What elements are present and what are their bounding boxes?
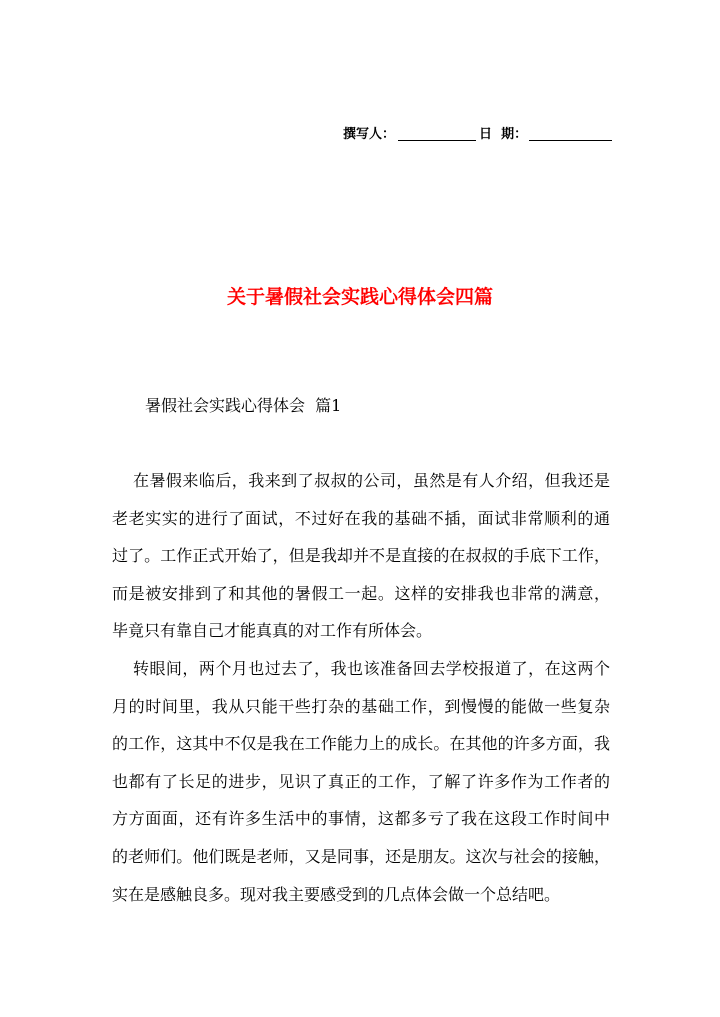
paragraph-line: 也都有了长足的进步，见识了真正的工作，了解了许多作为工作者的 bbox=[112, 771, 610, 791]
document-title: 关于暑假社会实践心得体会四篇 bbox=[226, 286, 493, 308]
paragraph-line: 在暑假来临后，我来到了叔叔的公司，虽然是有人介绍，但我还是 bbox=[133, 471, 610, 490]
paragraph-line: 的老师们。他们既是老师，又是同事，还是朋友。这次与社会的接触， bbox=[112, 846, 610, 866]
paragraph-line: 方方面面，还有许多生活中的事情，这都多亏了我在这段工作时间中 bbox=[112, 809, 610, 829]
paragraph-line: 过了。工作正式开始了，但是我却并不是直接的在叔叔的手底下工作， bbox=[112, 546, 610, 566]
paragraph-line: 的工作，这其中不仅是我在工作能力上的成长。在其他的许多方面，我 bbox=[112, 734, 610, 754]
paragraph-1 bbox=[112, 462, 610, 650]
document-body bbox=[112, 462, 610, 913]
date-blank-line bbox=[529, 126, 612, 141]
paragraph-line: 而是被安排到了和其他的暑假工一起。这样的安排我也非常的满意， bbox=[112, 583, 610, 603]
section-heading: 暑假社会实践心得体会 篇1 bbox=[145, 396, 342, 415]
paragraph-line: 老老实实的进行了面试，不过好在我的基础不插，面试非常顺利的通 bbox=[112, 508, 610, 528]
paragraph-line: 毕竟只有靠自己才能真真的对工作有所体会。 bbox=[112, 621, 433, 641]
author-date-header bbox=[343, 126, 612, 144]
paragraph-line: 转眼间，两个月也过去了，我也该准备回去学校报道了，在这两个 bbox=[133, 658, 610, 678]
author-blank-line bbox=[398, 126, 476, 141]
date-label: 日 期： bbox=[479, 127, 528, 142]
author-label: 撰写人： bbox=[343, 127, 396, 142]
paragraph-line: 实在是感触良多。现对我主要感受到的几点体会做一个总结吧。 bbox=[112, 884, 561, 904]
paragraph-line: 月的时间里，我从只能干些打杂的基础工作，到慢慢的能做一些复杂 bbox=[112, 696, 610, 716]
paragraph-2 bbox=[112, 650, 610, 913]
